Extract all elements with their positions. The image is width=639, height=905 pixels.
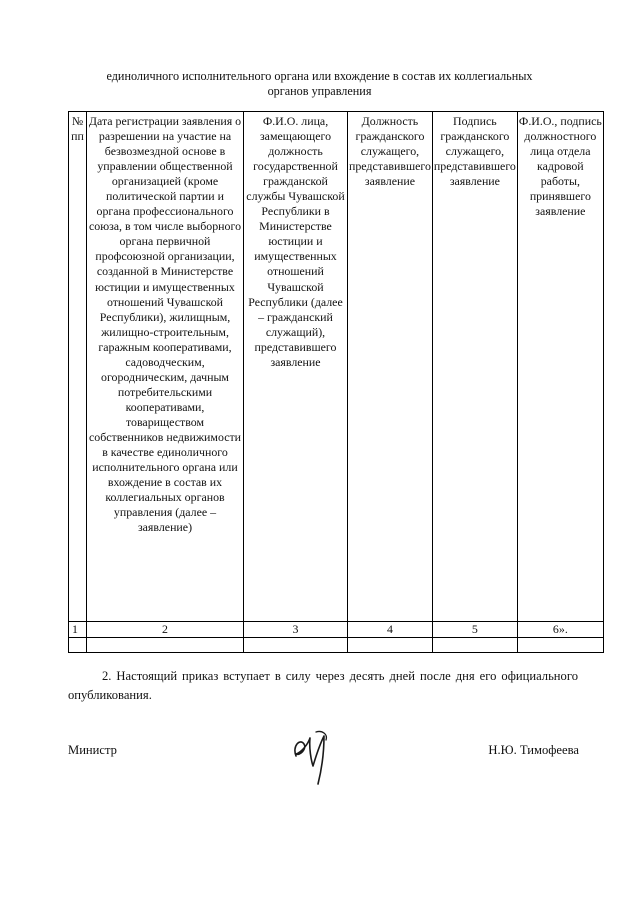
caption-line-1: единоличного исполнительного органа или вхождение в состав их коллегиальных bbox=[106, 69, 533, 83]
column-number-1: 1 bbox=[69, 622, 87, 638]
empty-cell bbox=[87, 638, 244, 653]
column-header-number: № пп bbox=[69, 112, 87, 622]
column-header-date: Дата регистрации заявления о разрешении на участие на безвозмездной основе в управлении общественной организацией (кроме политической партии и органа профессионального союза, в том числе выборного органа первичной профсоюзной организации, созданной в Министерстве юстиции и имущественных отношений Чувашской Республики), жилищным, жилищно-строительным, гаражным кооперативами, садоводческим, огородническим, дачным потребительскими кооперативами, товариществом собственников недвижимости в качестве единоличного исполнительного органа или вхождение в состав их коллегиальных органов управления (далее – заявление) bbox=[87, 112, 244, 622]
caption-line-2: органов управления bbox=[267, 84, 372, 98]
table-empty-row bbox=[69, 638, 604, 653]
column-number-5: 5 bbox=[432, 622, 517, 638]
signatory-title: Министр bbox=[68, 743, 117, 757]
column-header-fio: Ф.И.О. лица, замещающего должность государственной гражданской службы Чувашской Республики в Министерстве юстиции и имущественных отношений Чувашской Республики (далее – гражданский служащий), представившего заявление bbox=[244, 112, 348, 622]
empty-cell bbox=[348, 638, 433, 653]
order-paragraph-2: 2. Настоящий приказ вступает в силу через десять дней после дня его официального опубликования. bbox=[68, 669, 578, 702]
empty-cell bbox=[69, 638, 87, 653]
column-number-6: 6». bbox=[517, 622, 603, 638]
table-numbering-row bbox=[69, 622, 604, 638]
table-caption bbox=[60, 69, 579, 99]
column-number-4: 4 bbox=[348, 622, 433, 638]
column-header-hr-officer: Ф.И.О., подпись должностного лица отдела кадровой работы, принявшего заявление bbox=[517, 112, 603, 622]
table-header-row bbox=[69, 112, 604, 622]
column-number-2: 2 bbox=[87, 622, 244, 638]
empty-cell bbox=[432, 638, 517, 653]
column-header-position: Должность гражданского служащего, представившего заявление bbox=[348, 112, 433, 622]
column-number-3: 3 bbox=[244, 622, 348, 638]
signatory-name: Н.Ю. Тимофеева bbox=[488, 743, 579, 757]
empty-cell bbox=[517, 638, 603, 653]
empty-cell bbox=[244, 638, 348, 653]
handwritten-signature bbox=[282, 726, 342, 788]
registration-table bbox=[68, 111, 604, 653]
column-header-signature: Подпись гражданского служащего, представившего заявление bbox=[432, 112, 517, 622]
